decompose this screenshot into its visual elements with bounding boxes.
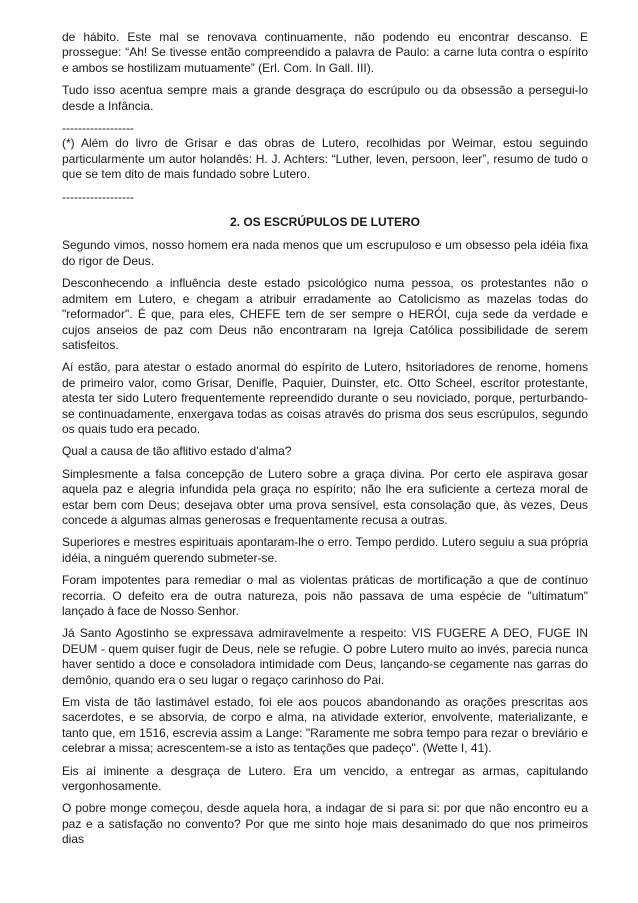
document-page [62, 30, 588, 855]
paragraph: Simplesmente a falsa concepção de Lutero sobre a graça divina. Por certo ele aspirava gosar aquela paz e alegria infundida pela graça no espírito; não lhe era suficiente a certeza moral de estar bem com Deus; desejava obter uma prova sensível, esta consolação que, às vezes, Deus concede a algumas almas generosas e frequentamente recusa a outras. [62, 466, 588, 527]
paragraph: de hábito. Este mal se renovava continuamente, não podendo eu encontrar descanso. E prossegue: “Ah! Se tivesse então compreendido a palavra de Paulo: a carne luta contra o espírito e ambos se hostilizam mutuamente” (Erl. Com. In Gall. III). [62, 30, 588, 75]
paragraph: Segundo vimos, nosso homem era nada menos que um escrupuloso e um obsesso pela idéia fixa do rigor de Deus. [62, 238, 588, 268]
paragraph: Aí estão, para atestar o estado anormal do espírito de Lutero, hsitoriadores de renome, homens de primeiro valor, como Grisar, Denifle, Paquier, Duinster, etc. Otto Scheel, escritor protestante, atesta ter sido Lutero frequentemente repreendido durante o seu noviciado, porque, perturbando-se continuadamente, enxergava todas as coisas através do prisma dos seus escrúpulos, segundo os quais tudo era pecado. [62, 360, 588, 436]
footnote: (*) Além do livro de Grisar e das obras de Lutero, recolhidas por Weimar, estou seguindo particularmente um autor holandês: H. J. Achters: “Luther, leven, persoon, leer”, resumo de tudo o que se tem dito de mais fundado sobre Lutero. [62, 136, 588, 182]
paragraph: Em vista de tão lastimável estado, foi ele aos poucos abandonando as orações prescritas aos sacerdotes, e se absorvia, de corpo e alma, na atividade exterior, envolvente, materializante, e tanto que, em 1516, escrevia assim a Lange: "Raramente me sobra tempo para rezar o breviário e celebrar a missa; acrescentem-se a isto as tentações que padeço". (Wette I, 41). [62, 695, 588, 756]
paragraph: Superiores e mestres espirituais apontaram-lhe o erro. Tempo perdido. Lutero seguiu a sua própria idéia, a ninguém querendo submeter-se. [62, 535, 588, 565]
paragraph: Já Santo Agostinho se expressava admiravelmente a respeito: VIS FUGERE A DEO, FUGE IN DEUM - quem quiser fugir de Deus, nele se refugie. O pobre Lutero muito ao invés, parecia nunca haver sentido a doce e consoladora intimidade com Deus, lançando-se cegamente nas garras do demônio, quando era o seu lugar o regaço carinhoso do Pai. [62, 626, 588, 687]
section-title: 2. OS ESCRÚPULOS DE LUTERO [229, 215, 421, 230]
paragraph: Desconhecendo a influência deste estado psicológico numa pessoa, os protestantes não o admitem em Lutero, e chegam a atribuir erradamente ao Catolicismo as mazelas todas do "reformador". É que, para eles, CHEFE tem de ser sempre o HERÓI, cuja sede da verdade e cujos anseios de paz com Deus não encontraram na Igreja Católica possibilidade de serem satisfeitos. [62, 276, 588, 352]
paragraph: Foram impotentes para remediar o mal as violentas práticas de mortificação a que de contínuo recorria. O defeito era de outra natureza, pois não passava de uma espécie de "ultimatum" lançado à face de Nosso Senhor. [62, 573, 588, 618]
paragraph: Qual a causa de tão aflitivo estado d’alma? [62, 444, 292, 459]
footnote-separator: ------------------ [62, 121, 134, 136]
paragraph: Eis aí iminente a desgraça de Lutero. Era um vencido, a entregar as armas, capitulando vergonhosamente. [62, 763, 588, 794]
paragraph: O pobre monge começou, desde aquela hora, a indagar de si para si: por que não encontro eu a paz e a satisfação no convento? Por que me sinto hoje mais desanimado do que nos primeiros dias [62, 801, 588, 847]
footnote-separator: ------------------ [62, 189, 134, 204]
paragraph: Tudo isso acentua sempre mais a grande desgraça do escrúpulo ou da obsessão a persegui-lo desde a Infância. [62, 83, 588, 113]
